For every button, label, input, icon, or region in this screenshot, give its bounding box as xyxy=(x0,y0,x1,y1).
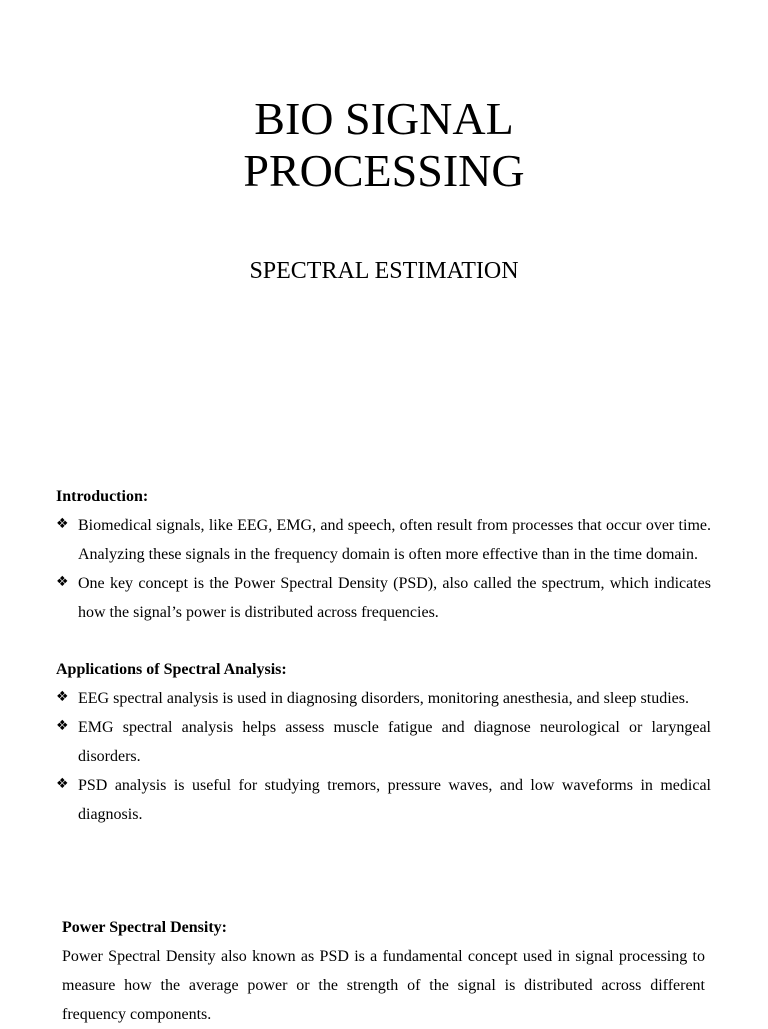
applications-bullet-list xyxy=(56,684,711,829)
psd-heading: Power Spectral Density: xyxy=(62,919,227,936)
list-item xyxy=(56,511,711,569)
page-subtitle: SPECTRAL ESTIMATION xyxy=(249,258,519,284)
introduction-bullet-list xyxy=(56,511,711,627)
bullet-text: Biomedical signals, like EEG, EMG, and speech, often result from processes that occur over time. Analyzing these signals in the frequency domain is often more effective than in the time domain. xyxy=(78,517,711,563)
bullet-text: One key concept is the Power Spectral Density (PSD), also called the spectrum, which indicates how the signal’s power is distributed across frequencies. xyxy=(78,575,711,621)
title-line-1: BIO SIGNAL xyxy=(254,93,514,144)
bullet-text: EMG spectral analysis helps assess muscle fatigue and diagnose neurological or laryngeal disorders. xyxy=(78,719,711,765)
psd-section xyxy=(62,913,705,1029)
list-item xyxy=(56,569,711,627)
psd-paragraph: Power Spectral Density also known as PSD is a fundamental concept used in signal processing to measure how the average power or the strength of the signal is distributed across different frequency components. xyxy=(62,948,705,1023)
introduction-section xyxy=(56,482,711,627)
introduction-heading: Introduction: xyxy=(56,488,149,505)
applications-section xyxy=(56,655,711,829)
page-title xyxy=(0,93,768,197)
diamond-bullet-icon: ❖ xyxy=(56,718,69,734)
diamond-bullet-icon: ❖ xyxy=(56,516,69,532)
applications-heading: Applications of Spectral Analysis: xyxy=(56,661,287,678)
diamond-bullet-icon: ❖ xyxy=(56,689,69,705)
bullet-text: EEG spectral analysis is used in diagnosing disorders, monitoring anesthesia, and sleep studies. xyxy=(78,690,689,707)
list-item xyxy=(56,713,711,771)
diamond-bullet-icon: ❖ xyxy=(56,574,69,590)
bullet-text: PSD analysis is useful for studying tremors, pressure waves, and low waveforms in medical diagnosis. xyxy=(78,777,711,823)
list-item xyxy=(56,771,711,829)
diamond-bullet-icon: ❖ xyxy=(56,776,69,792)
title-line-2: PROCESSING xyxy=(243,145,525,196)
list-item xyxy=(56,684,711,713)
